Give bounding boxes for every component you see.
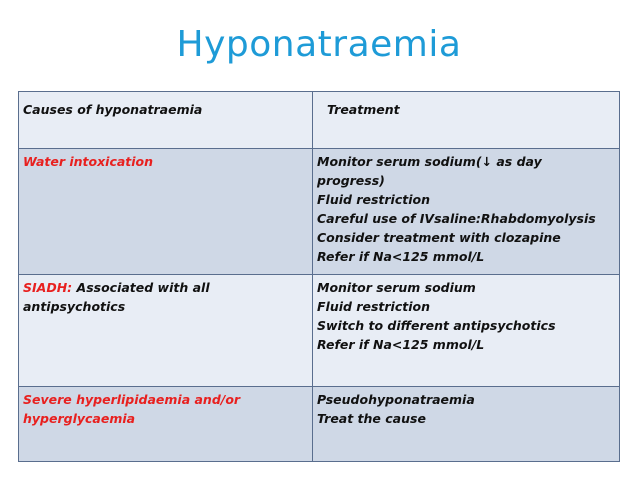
table-row	[19, 275, 620, 387]
treatment-line: Fluid restriction	[317, 192, 430, 207]
slide-title: Hyponatraemia	[176, 24, 462, 65]
treatment-line: progress)	[317, 173, 385, 188]
hyponatraemia-table	[18, 91, 620, 462]
cause-cell	[19, 387, 313, 462]
treatment-cell	[313, 275, 620, 387]
table-header-row	[19, 92, 620, 149]
header-causes: Causes of hyponatraemia	[19, 92, 313, 149]
treatment-cell	[313, 149, 620, 275]
cause-cell	[19, 275, 313, 387]
treatment-line: Monitor serum sodium(↓ as day	[317, 154, 542, 169]
cause-cell	[19, 149, 313, 275]
treatment-line: Switch to different antipsychotics	[317, 318, 556, 333]
treatment-line: Refer if Na<125 mmol/L	[317, 249, 485, 264]
table-row	[19, 149, 620, 275]
treatment-line: Careful use of IVsaline:Rhabdomyolysis	[317, 211, 596, 226]
treatment-line: Consider treatment with clozapine	[317, 230, 561, 245]
treatment-line: Fluid restriction	[317, 299, 430, 314]
cause-highlight: Water intoxication	[23, 154, 154, 169]
treatment-line: Treat the cause	[317, 411, 426, 426]
cause-highlight: Severe hyperlipidaemia and/or hyperglycaemia	[23, 392, 241, 426]
treatment-cell	[313, 387, 620, 462]
treatment-line: Pseudohyponatraemia	[317, 392, 475, 407]
treatment-line: Refer if Na<125 mmol/L	[317, 337, 485, 352]
treatment-line: Monitor serum sodium	[317, 280, 476, 295]
table-row	[19, 387, 620, 462]
cause-text: Associated with all antipsychotics	[23, 280, 210, 314]
header-treatment: Treatment	[313, 92, 620, 149]
cause-highlight: SIADH:	[23, 280, 73, 295]
